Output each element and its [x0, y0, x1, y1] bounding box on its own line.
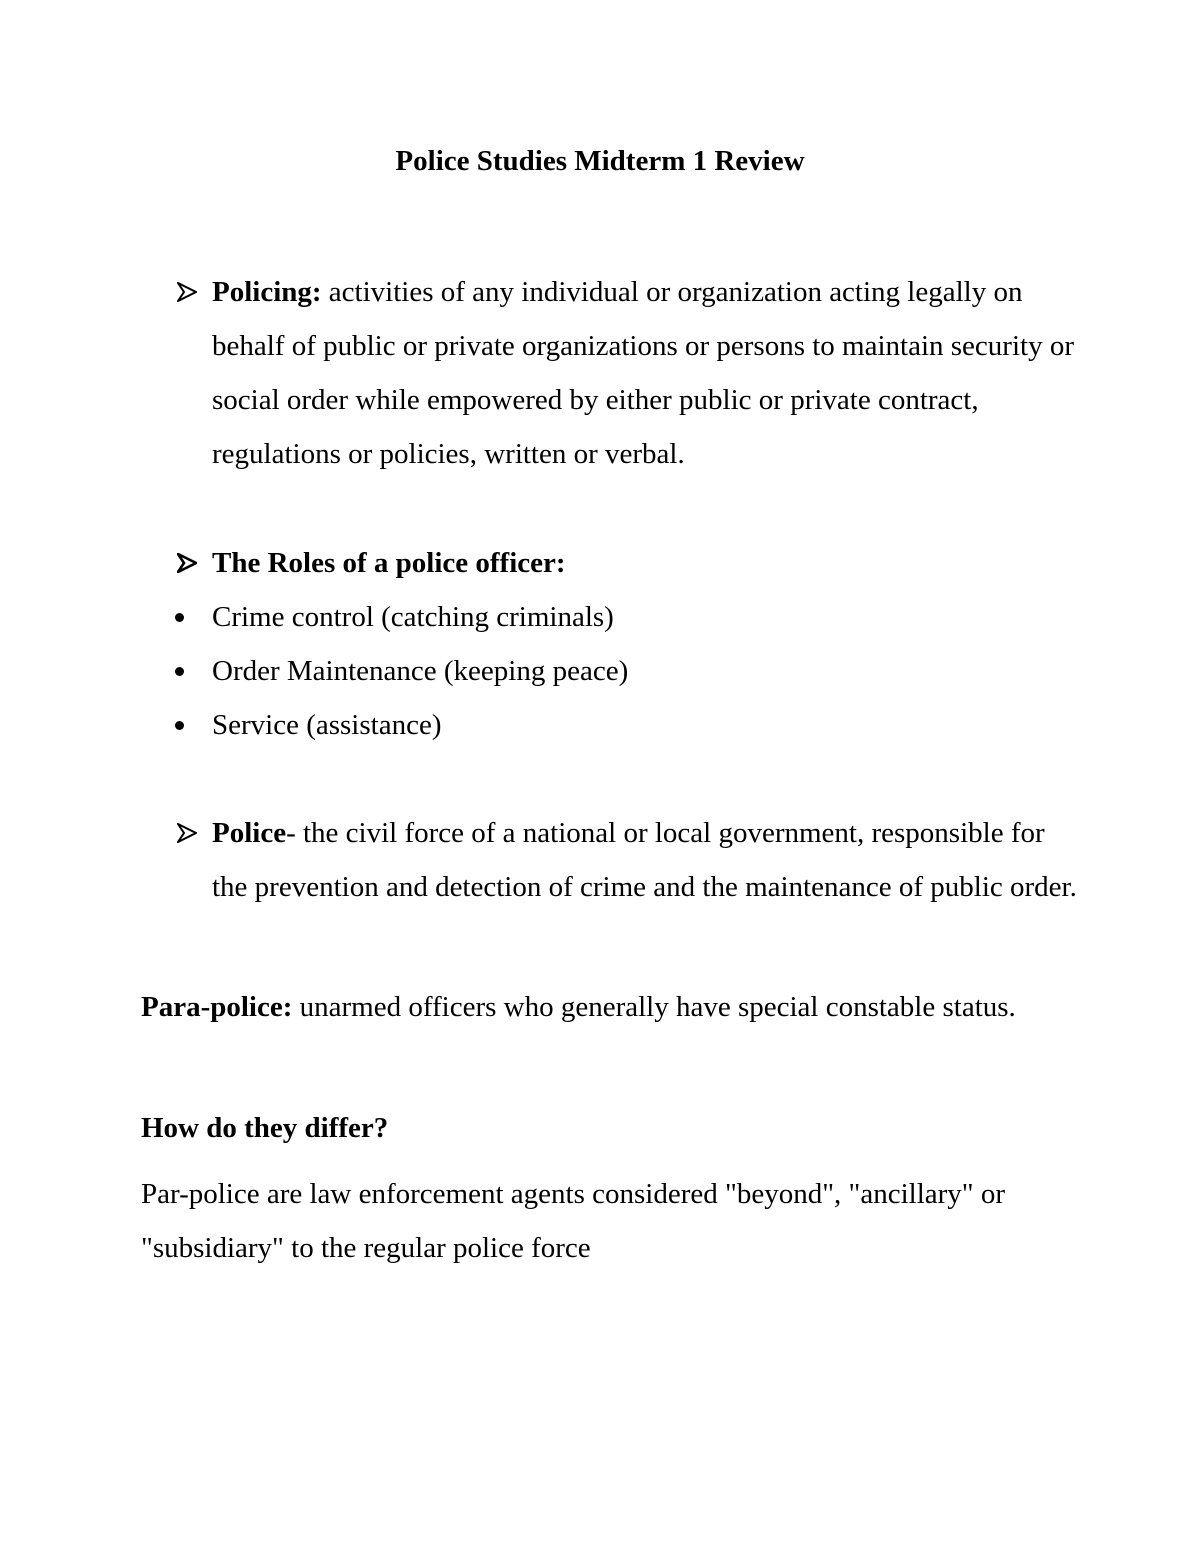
- bullet-dot-icon: [175, 721, 184, 730]
- roles-heading: The Roles of a police officer:: [212, 547, 566, 579]
- police-term: Police: [212, 817, 287, 849]
- police-entry: [177, 806, 1077, 914]
- difference-answer: Par-police are law enforcement agents considered "beyond", "ancillary" or "subsidiary" to the regular police force: [141, 1178, 1006, 1264]
- role-crime-control: Crime control (catching criminals): [212, 601, 614, 633]
- para-police-entry: [141, 980, 1071, 1034]
- difference-question: How do they differ?: [141, 1112, 389, 1144]
- role-service: Service (assistance): [212, 709, 442, 741]
- policing-definition: activities of any individual or organization acting legally on behalf of public or private organizations or persons to maintain security or social order while empowered by either public or private contract, regulations or policies, written or verbal.: [212, 276, 1074, 470]
- police-definition: - the civil force of a national or local government, responsible for the prevention and detection of crime and the maintenance of public order.: [212, 817, 1077, 903]
- page-title: Police Studies Midterm 1 Review: [395, 145, 805, 177]
- bullet-dot-icon: [175, 667, 184, 676]
- list-item: [175, 698, 1075, 752]
- arrow-bullet-icon: [177, 265, 201, 319]
- para-police-term: Para-police:: [141, 991, 293, 1023]
- arrow-bullet-icon: [177, 806, 201, 860]
- policing-entry: [177, 265, 1077, 481]
- list-item: [175, 590, 1075, 644]
- list-item: [175, 644, 1075, 698]
- roles-heading-entry: [177, 536, 1077, 590]
- role-order-maintenance: Order Maintenance (keeping peace): [212, 655, 629, 687]
- para-police-definition: unarmed officers who generally have special constable status.: [292, 991, 1016, 1023]
- policing-term: Policing:: [212, 276, 322, 308]
- arrow-bullet-icon: [177, 536, 201, 590]
- bullet-dot-icon: [175, 613, 184, 622]
